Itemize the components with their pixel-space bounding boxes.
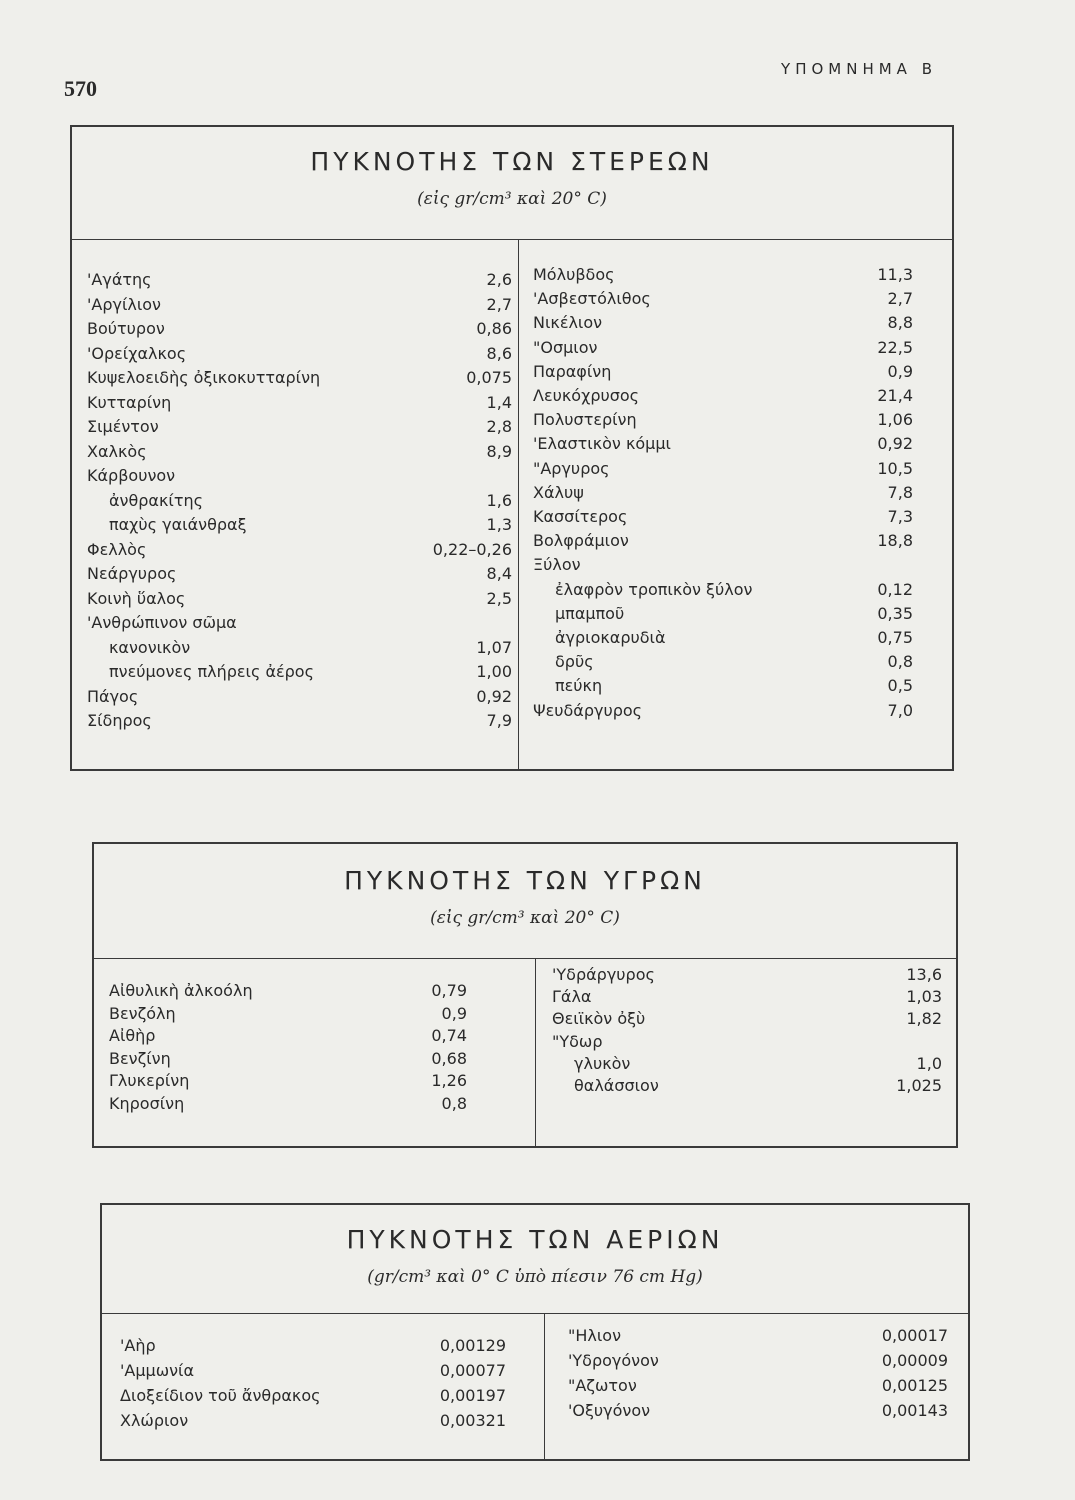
row-label: Φελλὸς <box>87 539 147 559</box>
gases-table-box <box>100 1203 970 1461</box>
row-value: 0,68 <box>431 1048 467 1068</box>
row-value: 1,6 <box>486 490 512 510</box>
row-value: 0,5 <box>887 676 913 696</box>
row-value: 1,00 <box>476 662 512 681</box>
solids-title: ΠΥΚΝΟΤΗΣ ΤΩΝ ΣΤΕΡΕΩΝ <box>310 147 714 176</box>
row-label: Αἰθυλικὴ ἀλκοόλη <box>109 981 253 1000</box>
row-label: "Αργυρος <box>533 458 610 478</box>
row-label: 'Αργίλιον <box>87 294 161 314</box>
row-value: 7,3 <box>887 507 913 526</box>
row-label: Πολυστερίνη <box>533 410 637 430</box>
row-label: Ξύλον <box>533 555 581 575</box>
row-label: Κασσίτερος <box>533 507 628 526</box>
row-label: μπαμποῦ <box>555 603 625 623</box>
row-value: 8,6 <box>486 343 512 363</box>
row-label: Βούτυρον <box>87 319 165 338</box>
row-value: 0,75 <box>877 628 913 647</box>
row-label: Κυτταρίνη <box>87 392 172 412</box>
row-value: 22,5 <box>877 337 913 357</box>
row-label: παχὺς γαιάνθραξ <box>109 515 247 534</box>
row-label: 'Ορείχαλκος <box>87 343 187 363</box>
row-label: 'Αμμωνία <box>120 1361 194 1380</box>
liquids-title: ΠΥΚΝΟΤΗΣ ΤΩΝ ΥΓΡΩΝ <box>344 866 706 895</box>
row-value: 7,9 <box>486 711 512 730</box>
row-label: Χλώριον <box>120 1411 189 1430</box>
row-label: Σίδηρος <box>87 711 152 730</box>
row-value: 1,06 <box>877 410 913 430</box>
row-value: 0,92 <box>476 686 512 706</box>
row-label: Αἰθὴρ <box>109 1026 156 1045</box>
row-label: Διοξείδιον τοῦ ἄνθρακος <box>120 1386 321 1405</box>
solids-left-column <box>87 240 512 769</box>
row-value: 2,7 <box>486 294 512 314</box>
row-label: ἀνθρακίτης <box>109 490 203 510</box>
row-value: 1,3 <box>486 515 512 534</box>
row-label: 'Ασβεστόλιθος <box>533 289 651 309</box>
row-label: κανονικὸν <box>109 637 191 657</box>
row-label: 'Ανθρώπινον σῶμα <box>87 613 237 632</box>
row-value: 0,00077 <box>439 1361 506 1380</box>
solids-subtitle: (εἰς gr/cm³ καὶ 20° C) <box>417 189 607 209</box>
gases-left-column <box>120 1314 506 1459</box>
liquids-column-divider <box>535 959 536 1146</box>
liquids-table-box <box>92 842 958 1148</box>
row-label: Κοινὴ ὕαλος <box>87 588 186 608</box>
row-value: 0,00143 <box>881 1401 948 1420</box>
row-value: 0,00197 <box>439 1386 506 1405</box>
row-label: Λευκόχρυσος <box>533 386 640 405</box>
row-value: 7,8 <box>887 482 913 502</box>
row-value: 0,8 <box>887 652 913 672</box>
row-label: γλυκὸν <box>574 1053 631 1073</box>
gases-table <box>102 1313 968 1459</box>
row-value: 0,9 <box>441 1003 467 1023</box>
row-value: 1,07 <box>476 637 512 657</box>
row-value: 18,8 <box>877 531 913 551</box>
row-value: 0,74 <box>431 1026 467 1045</box>
row-label: 'Αγάτης <box>87 270 152 289</box>
row-label: Θειϊκὸν ὀξὺ <box>552 1009 646 1029</box>
row-label: Βενζόλη <box>109 1003 176 1023</box>
row-value: 13,6 <box>906 965 942 984</box>
row-label: δρῦς <box>555 652 594 672</box>
row-label: Γλυκερίνη <box>109 1071 190 1090</box>
row-label: "Αζωτον <box>568 1376 637 1395</box>
row-label: "Υδωρ <box>552 1031 603 1051</box>
row-value: 0,00129 <box>439 1336 506 1355</box>
row-label: Μόλυβδος <box>533 265 615 284</box>
row-label: πεύκη <box>555 676 603 696</box>
row-value: 1,03 <box>906 987 942 1007</box>
row-value: 10,5 <box>877 458 913 478</box>
row-value: 2,7 <box>887 289 913 309</box>
row-value: 0,79 <box>431 981 467 1000</box>
row-value: 8,4 <box>486 564 512 583</box>
row-value: 2,6 <box>486 270 512 289</box>
solids-column-divider <box>518 240 519 769</box>
row-value: 2,5 <box>486 588 512 608</box>
solids-table-box <box>70 125 954 771</box>
row-label: ἀγριοκαρυδιὰ <box>555 628 666 647</box>
row-value: 0,12 <box>877 579 913 599</box>
liquids-right-column <box>552 959 942 1146</box>
row-value: 0,35 <box>877 603 913 623</box>
row-label: Σιμέντον <box>87 417 159 436</box>
row-label: Βολφράμιον <box>533 531 629 551</box>
row-label: Χαλκὸς <box>87 441 147 461</box>
row-value: 0,9 <box>887 361 913 381</box>
row-value: 0,92 <box>877 434 913 454</box>
row-label: θαλάσσιον <box>574 1076 659 1095</box>
row-label: 'Οξυγόνον <box>568 1401 651 1420</box>
row-value: 1,4 <box>486 392 512 412</box>
row-value: 1,26 <box>431 1071 467 1090</box>
row-value: 11,3 <box>877 265 913 284</box>
row-label: 'Υδράργυρος <box>552 965 655 984</box>
row-value: 0,075 <box>466 368 512 387</box>
row-value: 8,9 <box>486 441 512 461</box>
row-label: Γάλα <box>552 987 592 1007</box>
row-label: Κηροσίνη <box>109 1093 185 1113</box>
row-label: Παραφίνη <box>533 361 612 381</box>
liquids-subtitle: (εἰς gr/cm³ καὶ 20° C) <box>430 908 620 928</box>
running-head: ΥΠΟΜΝΗΜΑ Β <box>781 60 937 78</box>
row-value: 0,00321 <box>439 1411 506 1430</box>
row-label: Χάλυψ <box>533 482 584 502</box>
row-label: 'Ελαστικὸν κόμμι <box>533 434 671 454</box>
solids-right-column <box>533 240 913 769</box>
row-value: 7,0 <box>887 700 913 720</box>
gases-subtitle: (gr/cm³ καὶ 0° C ὑπὸ πίεσιν 76 cm Hg) <box>367 1267 703 1287</box>
row-value: 21,4 <box>877 386 913 405</box>
row-value: 0,00009 <box>881 1351 948 1370</box>
row-label: "Οσμιον <box>533 337 598 357</box>
row-value: 0,00125 <box>881 1376 948 1395</box>
row-value: 0,8 <box>441 1093 467 1113</box>
liquids-left-column <box>109 959 467 1146</box>
page-number: 570 <box>64 76 97 101</box>
row-label: Κάρβουνον <box>87 466 176 485</box>
row-label: Ψευδάργυρος <box>533 700 643 720</box>
row-label: "Ηλιον <box>568 1326 621 1345</box>
gases-title: ΠΥΚΝΟΤΗΣ ΤΩΝ ΑΕΡΙΩΝ <box>346 1225 724 1254</box>
solids-table <box>72 239 952 769</box>
row-value: 0,86 <box>476 319 512 338</box>
row-label: ἐλαφρὸν τροπικὸν ξύλον <box>555 579 753 599</box>
gases-right-column <box>568 1314 948 1459</box>
row-value: 1,025 <box>896 1076 942 1095</box>
row-label: 'Υδρογόνον <box>568 1351 659 1370</box>
row-label: Κυψελοειδὴς ὀξικοκυτταρίνη <box>87 368 321 387</box>
row-value: 8,8 <box>887 313 913 333</box>
liquids-table <box>94 958 956 1146</box>
row-value: 0,22–0,26 <box>432 539 512 559</box>
row-label: Βενζίνη <box>109 1048 171 1068</box>
row-value: 1,82 <box>906 1009 942 1029</box>
row-value: 1,0 <box>916 1053 942 1073</box>
row-label: 'Αὴρ <box>120 1336 156 1355</box>
row-label: Πάγος <box>87 686 139 706</box>
row-value: 2,8 <box>486 417 512 436</box>
gases-column-divider <box>544 1314 545 1459</box>
row-label: Νικέλιον <box>533 313 603 333</box>
row-label: Νεάργυρος <box>87 564 177 583</box>
row-value: 0,00017 <box>881 1326 948 1345</box>
row-label: πνεύμονες πλήρεις ἀέρος <box>109 662 314 681</box>
